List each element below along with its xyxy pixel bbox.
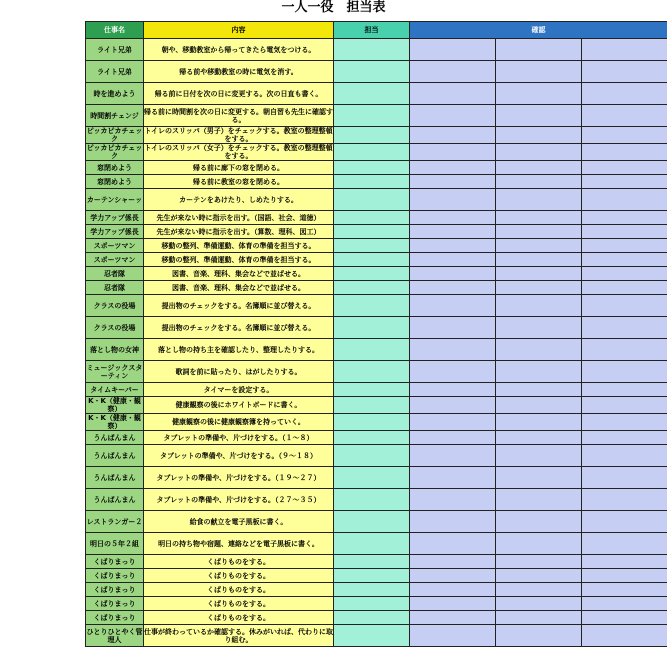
job-name-cell: ライト兄弟 [86, 61, 144, 83]
check-cell[interactable] [410, 61, 496, 83]
check-cell[interactable] [410, 175, 496, 189]
header-row [86, 22, 667, 39]
check-cell[interactable] [410, 267, 496, 281]
job-name-cell: レストランガー２ [86, 511, 144, 533]
table-row [86, 383, 667, 397]
check-cell[interactable] [410, 339, 496, 361]
check-cell[interactable] [582, 467, 667, 489]
job-name-cell: くばりまっり [86, 583, 144, 597]
table-row [86, 189, 667, 211]
job-name-cell: K・K（健康・観察） [86, 414, 144, 431]
check-cell[interactable] [410, 511, 496, 533]
table-row [86, 239, 667, 253]
tanto-cell[interactable] [334, 225, 410, 239]
check-cell[interactable] [582, 555, 667, 569]
check-cell[interactable] [410, 239, 496, 253]
job-name-cell: くばりまっり [86, 555, 144, 569]
table-body [86, 39, 667, 647]
check-cell[interactable] [496, 611, 582, 625]
tanto-cell[interactable] [334, 611, 410, 625]
tanto-cell[interactable] [334, 361, 410, 383]
table-row [86, 361, 667, 383]
table-row [86, 39, 667, 61]
check-cell[interactable] [582, 317, 667, 339]
content-cell: 提出物のチェックをする。名簿順に並び替える。 [144, 317, 334, 339]
job-name-cell: くばりまっり [86, 611, 144, 625]
content-cell: 帰る前に日付を次の日に変更する。次の日直も書く。 [144, 83, 334, 105]
tanto-cell[interactable] [334, 583, 410, 597]
job-name-cell: 学力アップ係長 [86, 211, 144, 225]
check-cell[interactable] [582, 239, 667, 253]
check-cell[interactable] [582, 189, 667, 211]
check-cell[interactable] [410, 383, 496, 397]
content-cell: タブレットの準備や、片づけをする。（２７～３５） [144, 489, 334, 511]
table-row [86, 175, 667, 189]
check-cell[interactable] [582, 225, 667, 239]
table-row [86, 611, 667, 625]
job-name-cell: 学力アップ係長 [86, 225, 144, 239]
job-name-cell: 時間割チェンジ [86, 105, 144, 127]
check-cell[interactable] [410, 611, 496, 625]
job-name-cell: ピッカピカチェック [86, 127, 143, 143]
header-content: 内容 [144, 22, 334, 39]
tanto-cell[interactable] [334, 239, 410, 253]
table-row [86, 431, 667, 445]
tanto-cell[interactable] [334, 83, 410, 105]
check-cell[interactable] [496, 211, 582, 225]
table-row [86, 281, 667, 295]
table-row [86, 253, 667, 267]
check-cell[interactable] [496, 583, 582, 597]
check-cell[interactable] [410, 361, 496, 383]
content-cell: くばりものをする。 [144, 611, 334, 625]
tanto-cell[interactable] [334, 161, 410, 175]
check-cell[interactable] [582, 253, 667, 267]
check-cell[interactable] [410, 569, 496, 583]
check-cell[interactable] [496, 61, 582, 83]
table-row [86, 569, 667, 583]
tanto-cell[interactable] [334, 489, 410, 511]
tanto-cell[interactable] [334, 397, 410, 414]
table-row [86, 467, 667, 489]
check-cell[interactable] [582, 597, 667, 611]
header-tanto: 担当 [334, 22, 410, 39]
check-cell[interactable] [496, 597, 582, 611]
check-cell[interactable] [582, 445, 667, 467]
check-cell[interactable] [410, 225, 496, 239]
tanto-cell[interactable] [334, 597, 410, 611]
content-cell: タブレットの準備や、片づけをする。（１９～２７） [144, 467, 334, 489]
check-cell[interactable] [496, 189, 582, 211]
table-row [86, 597, 667, 611]
job-name-cell: クラスの役場 [86, 317, 144, 339]
check-cell[interactable] [582, 383, 667, 397]
check-cell[interactable] [410, 467, 496, 489]
check-cell[interactable] [496, 339, 582, 361]
check-cell[interactable] [582, 295, 667, 317]
check-cell[interactable] [496, 105, 582, 127]
job-name-cell: 明日の５年２組 [86, 533, 144, 555]
check-cell[interactable] [496, 127, 582, 144]
check-cell[interactable] [582, 105, 667, 127]
content-cell: 帰る前に教室の窓を閉める。 [144, 175, 334, 189]
check-cell[interactable] [496, 39, 582, 61]
check-cell[interactable] [496, 253, 582, 267]
job-name-cell: タイムキーパー [86, 383, 144, 397]
job-name-cell: うんぱんまん [86, 467, 144, 489]
check-cell[interactable] [410, 144, 496, 161]
table-row [86, 625, 667, 647]
table-row [86, 83, 667, 105]
check-cell[interactable] [582, 611, 667, 625]
job-name-cell: くばりまっり [86, 569, 144, 583]
check-cell[interactable] [496, 239, 582, 253]
check-cell[interactable] [582, 83, 667, 105]
job-name-cell: 忍者隊 [86, 281, 144, 295]
check-cell[interactable] [582, 267, 667, 281]
tanto-cell[interactable] [334, 281, 410, 295]
check-cell[interactable] [582, 39, 667, 61]
check-cell[interactable] [582, 175, 667, 189]
table-row [86, 317, 667, 339]
content-cell: 図書、音楽、理科、集会などで並ばせる。 [144, 267, 334, 281]
check-cell[interactable] [410, 583, 496, 597]
header-check: 確認 [410, 22, 667, 39]
table-row [86, 414, 667, 431]
job-name-cell: ひとりひとやく管理人 [86, 625, 144, 647]
job-name-cell: ピッカピカチェック [86, 144, 143, 160]
check-cell[interactable] [496, 397, 582, 414]
content-cell: 先生が来ない時に指示を出す。（算数、理科、図工） [144, 225, 334, 239]
content-cell: 健康観察の後にホワイトボードに書く。 [144, 397, 334, 414]
check-cell[interactable] [410, 625, 496, 647]
job-name-cell: 忍者隊 [86, 267, 144, 281]
check-cell[interactable] [582, 144, 667, 161]
check-cell[interactable] [496, 83, 582, 105]
content-cell: 朝や、移動教室から帰ってきたら電気をつける。 [144, 39, 334, 61]
check-cell[interactable] [410, 555, 496, 569]
check-cell[interactable] [496, 489, 582, 511]
content-cell: トイレのスリッパ（男子）をチェックする。教室の整理整頓をする。 [144, 127, 333, 143]
tanto-cell[interactable] [334, 625, 410, 647]
job-name-cell: カーテンシャーッ [86, 189, 144, 211]
tanto-cell[interactable] [334, 467, 410, 489]
content-cell: くばりものをする。 [144, 569, 334, 583]
page-title: 一人一役 担当表 [281, 0, 386, 15]
check-cell[interactable] [496, 267, 582, 281]
job-name-cell: くばりまっり [86, 597, 144, 611]
content-cell: 明日の持ち物や宿題、連絡などを電子黒板に書く。 [144, 533, 334, 555]
table-row [86, 555, 667, 569]
check-cell[interactable] [582, 431, 667, 445]
job-name-cell: 窓閉めよう [86, 161, 144, 175]
tanto-cell[interactable] [334, 317, 410, 339]
content-cell: カーテンをあけたり、しめたりする。 [144, 189, 334, 211]
job-name-cell: クラスの役場 [86, 295, 144, 317]
check-cell[interactable] [496, 361, 582, 383]
check-cell[interactable] [410, 281, 496, 295]
content-cell: 帰る前に廊下の窓を閉める。 [144, 161, 334, 175]
check-cell[interactable] [582, 339, 667, 361]
tanto-cell[interactable] [334, 445, 410, 467]
tanto-cell[interactable] [334, 105, 410, 127]
tanto-cell[interactable] [334, 39, 410, 61]
job-name-cell: 時を進めよう [86, 83, 144, 105]
check-cell[interactable] [582, 625, 667, 647]
check-cell[interactable] [410, 414, 496, 431]
table-row [86, 211, 667, 225]
check-cell[interactable] [582, 281, 667, 295]
check-cell[interactable] [496, 225, 582, 239]
check-cell[interactable] [496, 569, 582, 583]
table-row [86, 511, 667, 533]
content-cell: 帰る前や移動教室の時に電気を消す。 [144, 61, 334, 83]
tanto-cell[interactable] [334, 295, 410, 317]
tanto-cell[interactable] [334, 127, 410, 144]
tanto-cell[interactable] [334, 144, 410, 161]
content-cell: 帰る前に時間割を次の日に変更する。朝自習も先生に確認する。 [144, 105, 334, 127]
check-cell[interactable] [410, 211, 496, 225]
content-cell: 移動の整列、準備運動、体育の準備を担当する。 [144, 239, 334, 253]
table-row [86, 225, 667, 239]
table-row [86, 161, 667, 175]
assignment-table [85, 21, 667, 647]
check-cell[interactable] [582, 361, 667, 383]
job-name-cell: スポーツマン [86, 239, 144, 253]
check-cell[interactable] [582, 569, 667, 583]
check-cell[interactable] [496, 431, 582, 445]
table-row [86, 533, 667, 555]
tanto-cell[interactable] [334, 431, 410, 445]
content-cell: 先生が来ない時に指示を出す。（国語、社会、道徳） [144, 211, 334, 225]
check-cell[interactable] [582, 61, 667, 83]
table-row [86, 397, 667, 414]
check-cell[interactable] [496, 555, 582, 569]
job-name-cell: スポーツマン [86, 253, 144, 267]
check-cell[interactable] [496, 144, 582, 161]
check-cell[interactable] [410, 189, 496, 211]
content-cell: 歌詞を前に貼ったり、はがしたりする。 [144, 361, 334, 383]
job-name-cell: うんぱんまん [86, 445, 144, 467]
check-cell[interactable] [496, 511, 582, 533]
check-cell[interactable] [582, 397, 667, 414]
table-row [86, 105, 667, 127]
table-row [86, 295, 667, 317]
tanto-cell[interactable] [334, 383, 410, 397]
check-cell[interactable] [582, 161, 667, 175]
job-name-cell: うんぱんまん [86, 431, 144, 445]
tanto-cell[interactable] [334, 533, 410, 555]
content-cell: 図書、音楽、理科、集会などで並ばせる。 [144, 281, 334, 295]
check-cell[interactable] [496, 317, 582, 339]
job-name-cell: 窓閉めよう [86, 175, 144, 189]
check-cell[interactable] [582, 127, 667, 144]
content-cell: トイレのスリッパ（女子）をチェックする。教室の整理整頓をする。 [144, 144, 333, 160]
tanto-cell[interactable] [334, 189, 410, 211]
check-cell[interactable] [496, 467, 582, 489]
check-cell[interactable] [496, 161, 582, 175]
check-cell[interactable] [496, 414, 582, 431]
check-cell[interactable] [582, 414, 667, 431]
check-cell[interactable] [410, 127, 496, 144]
tanto-cell[interactable] [334, 511, 410, 533]
check-cell[interactable] [410, 295, 496, 317]
tanto-cell[interactable] [334, 555, 410, 569]
check-cell[interactable] [410, 253, 496, 267]
tanto-cell[interactable] [334, 267, 410, 281]
tanto-cell[interactable] [334, 61, 410, 83]
tanto-cell[interactable] [334, 339, 410, 361]
table-row [86, 583, 667, 597]
content-cell: 仕事が終わっているか確認する。休みがいれば、代わりに取り組む。 [144, 625, 334, 647]
check-cell[interactable] [582, 533, 667, 555]
check-cell[interactable] [582, 511, 667, 533]
job-name-cell: ライト兄弟 [86, 39, 144, 61]
job-name-cell: ミュージックスターティン [86, 361, 144, 383]
check-cell[interactable] [410, 39, 496, 61]
check-cell[interactable] [410, 445, 496, 467]
content-cell: タイマーを設定する。 [144, 383, 334, 397]
check-cell[interactable] [496, 533, 582, 555]
table-row [86, 127, 667, 144]
check-cell[interactable] [410, 489, 496, 511]
job-name-cell: うんぱんまん [86, 489, 144, 511]
table-row [86, 339, 667, 361]
table-row [86, 267, 667, 281]
check-cell[interactable] [410, 431, 496, 445]
check-cell[interactable] [496, 175, 582, 189]
content-cell: 健康観察の後に健康観察簿を持っていく。 [144, 414, 334, 431]
check-cell[interactable] [582, 489, 667, 511]
check-cell[interactable] [410, 161, 496, 175]
check-cell[interactable] [496, 625, 582, 647]
table-row [86, 445, 667, 467]
check-cell[interactable] [496, 445, 582, 467]
check-cell[interactable] [410, 397, 496, 414]
check-cell[interactable] [410, 105, 496, 127]
job-name-cell: 落とし物の女神 [86, 339, 144, 361]
table-row [86, 144, 667, 161]
tanto-cell[interactable] [334, 414, 410, 431]
content-cell: タブレットの準備や、片づけをする。（１～８） [144, 431, 334, 445]
tanto-cell[interactable] [334, 211, 410, 225]
table-row [86, 61, 667, 83]
check-cell[interactable] [496, 281, 582, 295]
content-cell: くばりものをする。 [144, 555, 334, 569]
header-job: 仕事名 [86, 22, 144, 39]
table-row [86, 489, 667, 511]
tanto-cell[interactable] [334, 569, 410, 583]
check-cell[interactable] [410, 317, 496, 339]
content-cell: 給食の献立を電子黒板に書く。 [144, 511, 334, 533]
content-cell: 移動の整列、準備運動、体育の準備を担当する。 [144, 253, 334, 267]
content-cell: タブレットの準備や、片づけをする。（９～１８） [144, 445, 334, 467]
tanto-cell[interactable] [334, 175, 410, 189]
content-cell: くばりものをする。 [144, 583, 334, 597]
job-name-cell: K・K（健康・観察） [86, 397, 144, 414]
check-cell[interactable] [496, 295, 582, 317]
check-cell[interactable] [410, 533, 496, 555]
check-cell[interactable] [410, 597, 496, 611]
check-cell[interactable] [582, 583, 667, 597]
tanto-cell[interactable] [334, 253, 410, 267]
content-cell: 提出物のチェックをする。名簿順に並び替える。 [144, 295, 334, 317]
check-cell[interactable] [410, 83, 496, 105]
check-cell[interactable] [582, 211, 667, 225]
check-cell[interactable] [496, 383, 582, 397]
content-cell: 落とし物の持ち主を確認したり、整理したりする。 [144, 339, 334, 361]
content-cell: くばりものをする。 [144, 597, 334, 611]
